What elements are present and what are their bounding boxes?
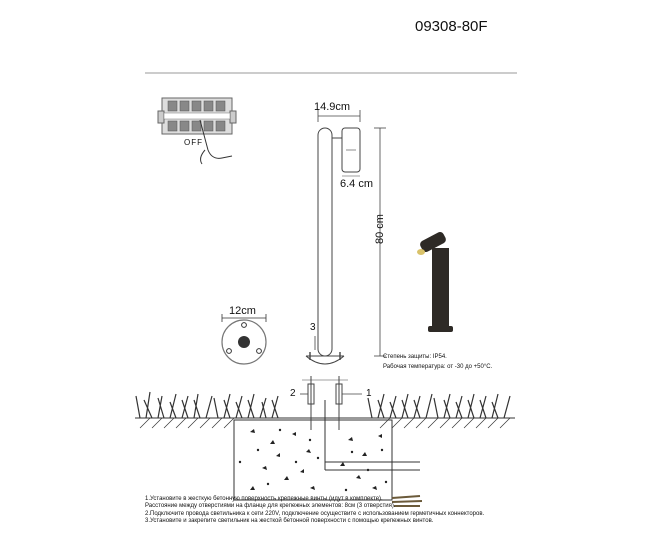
- ground-section: [135, 392, 515, 500]
- base-top-view: [222, 314, 266, 364]
- model-number: 09308-80F: [415, 18, 488, 35]
- spec-temperature: Рабочая температура: от -30 до +50°С.: [383, 364, 493, 370]
- head-dimension: 6.4 cm: [340, 178, 374, 190]
- instruction-1-note: Расстояние между отверстиями на фланце для крепежных элементов: 8см (3 отверстия).: [145, 503, 396, 509]
- concrete-fill: [239, 429, 387, 491]
- instruction-3: 3.Установите и закрепите светильник на жесткой бетонной поверхности с помощью крепежных винтов.: [145, 518, 434, 524]
- base-dimension: 12cm: [229, 305, 256, 317]
- bollard-product-image: [417, 231, 453, 332]
- breaker-switch-illustration: [158, 98, 236, 164]
- instruction-1: 1.Установите в жесткую бетонную поверхность крепежные винты (идут в комплекте).: [145, 496, 383, 502]
- callout-1: 1: [366, 388, 372, 399]
- width-dimension: 14.9cm: [314, 101, 351, 113]
- screws-illustration: [392, 496, 422, 506]
- spec-protection: Степень защиты: IP54.: [383, 354, 447, 360]
- callout-2: 2: [290, 388, 296, 399]
- height-dimension: 80 cm: [374, 214, 386, 244]
- switch-off-label: OFF: [184, 138, 203, 147]
- anchor-bolts: [300, 376, 362, 430]
- instruction-2: 2.Подключите провода светильника к сети 220V, подключение осуществите с использованием герметичных коннекторов.: [145, 511, 485, 517]
- callout-3: 3: [310, 322, 316, 333]
